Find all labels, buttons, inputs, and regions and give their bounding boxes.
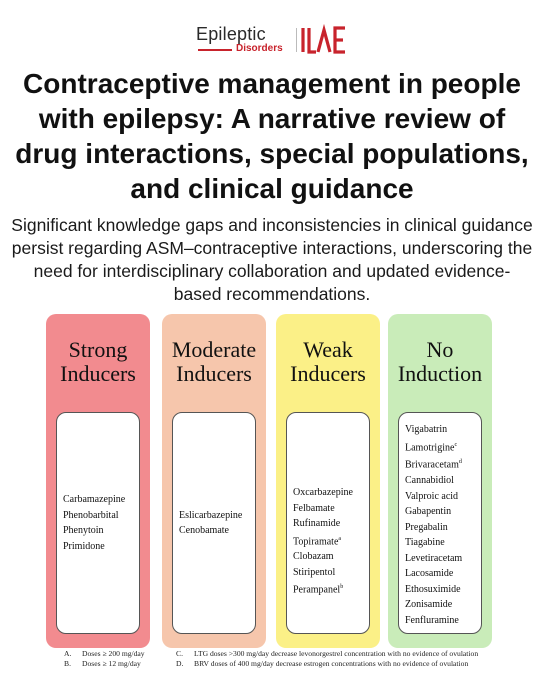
drug-footnote-marker: c: [454, 441, 458, 448]
drug-list-item: [405, 613, 462, 629]
drug-list-item: [179, 508, 242, 524]
drug-list-item: [293, 565, 353, 581]
drug-list-item: [405, 520, 462, 536]
drug-name: Tiagabine: [405, 537, 445, 549]
column-header: [162, 338, 266, 386]
drug-name: Vigabatrin: [405, 424, 448, 435]
drug-name: Gabapentin: [405, 506, 452, 518]
footnote-a: [64, 649, 145, 659]
drug-name: Carbamazepine: [63, 494, 126, 505]
drug-name: Brivaracetam: [405, 459, 459, 471]
drug-list: [173, 508, 242, 539]
footnotes: [0, 649, 544, 679]
drug-name: Topiramate: [293, 535, 339, 547]
drug-list-item: [293, 532, 353, 550]
drug-list-item: [405, 597, 462, 613]
column-header-line1: No: [426, 337, 454, 362]
drug-list-item: [405, 489, 462, 505]
column-weak-inducers: [276, 314, 380, 648]
drug-name: Stiripentol: [293, 566, 336, 578]
page-subtitle: Significant knowledge gaps and inconsistencies in clinical guidance persist regarding ASM–contraceptive interactions, underscoring the need for interdisciplinary collaboration and updated evidence-based recommendations.: [11, 215, 533, 304]
column-no-induction: [388, 314, 492, 648]
page-title: Contraceptive management in people with epilepsy: A narrative review of drug interactions, special populations, and clinical guidance: [15, 68, 529, 204]
logo-journal-line2: Disorders: [236, 43, 283, 54]
drug-list-item: [405, 504, 462, 520]
logo-red-dash: [198, 49, 232, 51]
column-header: [46, 338, 150, 386]
drug-list-box: [56, 412, 140, 634]
footnote-text: LTG doses >300 mg/day decrease levonorgestrel concentration with no evidence of ovulation: [194, 649, 479, 658]
drug-name: Felbamate: [293, 502, 335, 514]
drug-name: Phenytoin: [63, 525, 104, 536]
drug-list: [287, 413, 353, 598]
epileptic-disorders-logo: [196, 24, 294, 56]
footnote-key: D.: [176, 659, 184, 668]
column-header: [388, 338, 492, 386]
drug-list-item: [405, 566, 462, 582]
drug-list-item: [63, 523, 125, 539]
drug-list-box: [286, 412, 370, 634]
drug-list-item: [405, 582, 462, 598]
column-moderate-inducers: [162, 314, 266, 648]
drug-list-item: [179, 523, 242, 539]
drug-name: Lacosamide: [405, 568, 454, 580]
footnote-d: [176, 659, 468, 669]
footnote-c: [176, 649, 478, 659]
ilae-logo-text: ILAE: [300, 12, 335, 29]
drug-list-item: [63, 539, 125, 555]
drug-list-item: [293, 580, 353, 598]
drug-name: Perampanel: [293, 584, 341, 596]
column-header-line1: Moderate: [171, 337, 257, 362]
drug-footnote-marker: a: [338, 535, 342, 542]
logo-bar: [0, 12, 544, 58]
column-header-line1: Strong: [68, 337, 128, 362]
drug-list-item: [63, 508, 125, 524]
footnote-key: A.: [64, 649, 72, 658]
drug-list: [57, 492, 125, 554]
column-header-line2: Induction: [397, 361, 483, 386]
drug-name: Cenobamate: [179, 525, 229, 536]
drug-name: Zonisamide: [405, 599, 453, 611]
drug-list-item: [293, 516, 353, 532]
drug-name: Valproic acid: [405, 490, 459, 502]
drug-name: Eslicarbazepine: [179, 509, 243, 521]
drug-list-item: [63, 492, 125, 508]
footnote-key: B.: [64, 659, 71, 668]
drug-name: Cannabidiol: [405, 475, 454, 487]
drug-name: Fenfluramine: [405, 614, 459, 626]
drug-list-item: [293, 549, 353, 565]
drug-name: Lamotrigine: [405, 441, 455, 453]
column-header-line2: Inducers: [60, 361, 136, 386]
drug-footnote-marker: b: [340, 584, 344, 591]
drug-list-box: [172, 412, 256, 634]
drug-name: Levetiracetam: [405, 552, 463, 564]
column-header-line2: Inducers: [176, 361, 252, 386]
footnote-text: Doses ≥ 12 mg/day: [82, 659, 141, 668]
drug-name: Primidone: [63, 540, 105, 552]
drug-list-box: [398, 412, 482, 634]
column-strong-inducers: [46, 314, 150, 648]
drug-list-item: [405, 535, 462, 551]
drug-list-item: [405, 422, 462, 438]
drug-list-item: [405, 473, 462, 489]
footnote-text: Doses ≥ 200 mg/day: [82, 649, 145, 658]
drug-list-item: [405, 455, 462, 473]
ilae-logo: [300, 12, 348, 55]
drug-list-item: [293, 485, 353, 501]
drug-footnote-marker: d: [458, 459, 462, 466]
footnote-key: C.: [176, 649, 183, 658]
drug-list-item: [405, 551, 462, 567]
footnote-b: [64, 659, 141, 669]
column-header-line2: Inducers: [290, 361, 366, 386]
drug-list-item: [293, 501, 353, 517]
drug-name: Pregabalin: [405, 521, 448, 533]
drug-name: Rufinamide: [293, 518, 341, 529]
drug-name: Oxcarbazepine: [293, 487, 353, 498]
drug-name: Ethosuximide: [405, 583, 461, 595]
drug-name: Clobazam: [293, 551, 334, 563]
footnote-text: BRV doses of 400 mg/day decrease estrogen concentrations with no evidence of ovulation: [194, 659, 469, 668]
logo-journal-line1: Epileptic: [196, 24, 266, 44]
drug-name: Phenobarbital: [63, 509, 119, 521]
logo-divider: [296, 28, 297, 52]
column-header: [276, 338, 380, 386]
drug-list-item: [405, 438, 462, 456]
drug-list: [399, 413, 462, 628]
column-header-line1: Weak: [303, 337, 353, 362]
